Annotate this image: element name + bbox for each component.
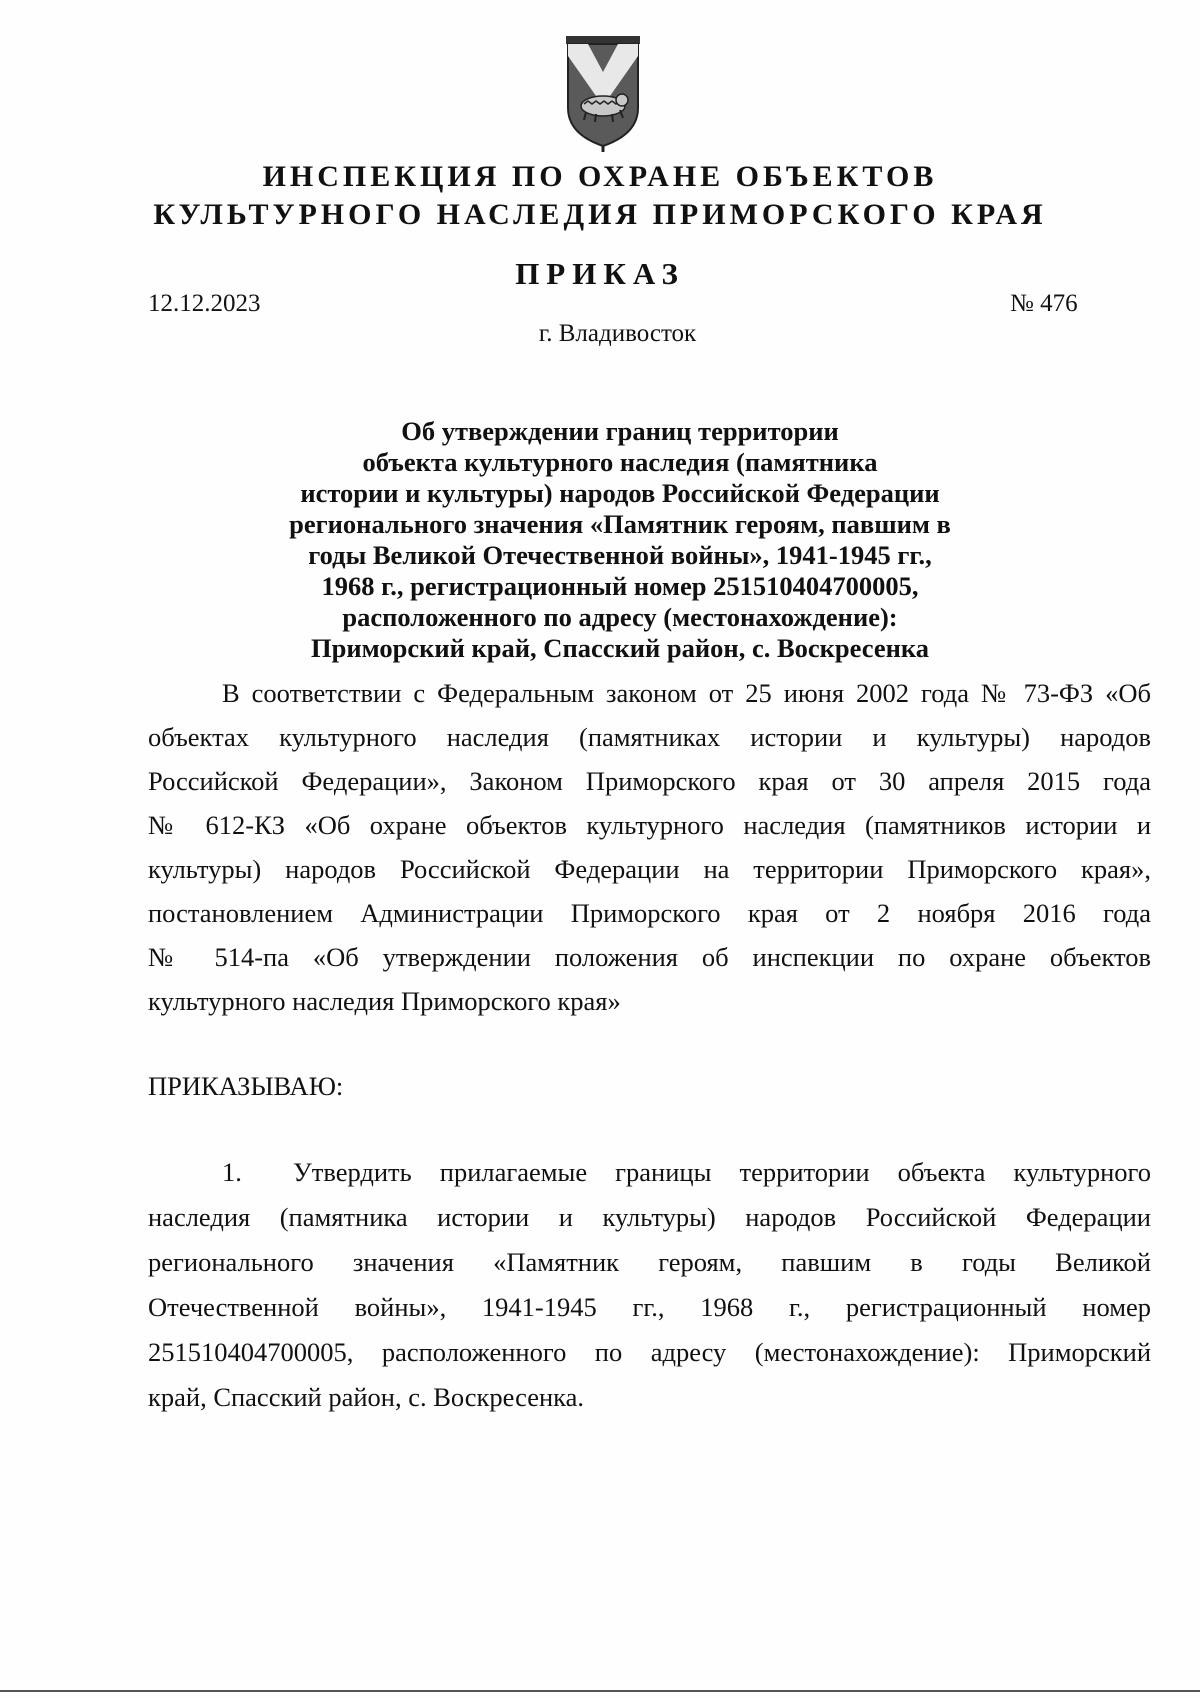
item-number: 1. — [222, 1157, 242, 1187]
preamble-line: культурного наследия Приморского края» — [148, 986, 621, 1016]
document-number: № 476 — [1010, 290, 1078, 317]
title-line: регионального значения «Памятник героям, павшим в — [289, 509, 951, 539]
title-line: годы Великой Отечественной войны», 1941-1945 гг., — [308, 540, 932, 570]
title-line: истории и культуры) народов Российской Федерации — [300, 478, 940, 508]
title-line: объекта культурного наследия (памятника — [362, 447, 878, 477]
preamble-line: В соответствии с Федеральным законом от 25 июня 2002 года № 73-ФЗ «Об — [222, 678, 1151, 708]
preamble-line: Российской Федерации», Законом Приморского края от 30 апреля 2015 года — [148, 766, 1151, 796]
item-line: Отечественной войны», 1941-1945 гг., 1968 г., регистрационный номер — [148, 1292, 1151, 1322]
org-name-line-1: ИНСПЕКЦИЯ ПО ОХРАНЕ ОБЪЕКТОВ — [262, 160, 938, 193]
order-directive: ПРИКАЗЫВАЮ: — [148, 1071, 344, 1101]
document-type-heading: ПРИКАЗ — [515, 256, 685, 291]
document-date: 12.12.2023 — [148, 290, 261, 317]
preamble-line: объектах культурного наследия (памятниках истории и культуры) народов — [148, 722, 1151, 752]
title-line: Приморский край, Спасский район, с. Воскресенка — [311, 633, 929, 663]
coat-of-arms-emblem — [562, 34, 644, 152]
preamble-line: постановлением Администрации Приморского края от 2 ноября 2016 года — [148, 898, 1151, 928]
document-place: г. Владивосток — [538, 320, 697, 347]
item-line: 251510404700005, расположенного по адресу (местонахождение): Приморский — [148, 1337, 1151, 1367]
preamble-line: № 514-па «Об утверждении положения об инспекции по охране объектов — [148, 942, 1151, 972]
item-line: регионального значения «Памятник героям, павшим в годы Великой — [148, 1247, 1151, 1277]
item-line: наследия (памятника истории и культуры) народов Российской Федерации — [148, 1202, 1151, 1232]
title-line: расположенного по адресу (местонахождение): — [342, 602, 898, 632]
scan-bottom-edge — [0, 1690, 1200, 1692]
org-name-line-2: КУЛЬТУРНОГО НАСЛЕДИЯ ПРИМОРСКОГО КРАЯ — [153, 198, 1047, 231]
title-line: Об утверждении границ территории — [401, 416, 839, 446]
preamble-line: культуры) народов Российской Федерации на территории Приморского края», — [148, 854, 1151, 884]
item-line: край, Спасский район, с. Воскресенка. — [148, 1382, 584, 1412]
preamble-line: № 612-КЗ «Об охране объектов культурного наследия (памятников истории и — [148, 810, 1151, 840]
title-line: 1968 г., регистрационный номер 251510404700005, — [321, 571, 919, 601]
item-line: Утвердить прилагаемые границы территории объекта культурного — [293, 1157, 1151, 1187]
